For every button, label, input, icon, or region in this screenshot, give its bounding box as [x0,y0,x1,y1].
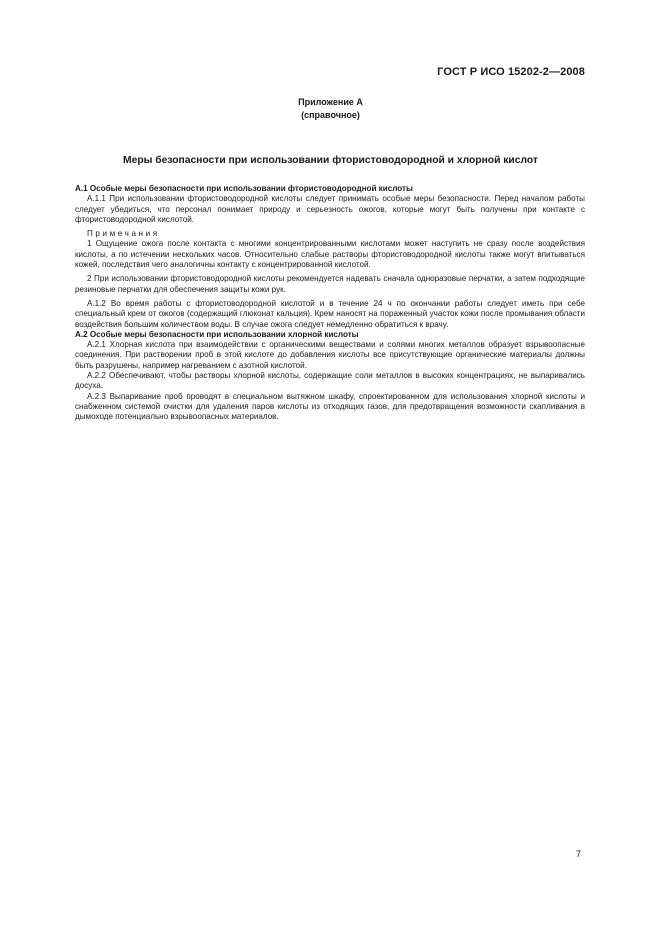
section-heading-a2: А.2 Особые меры безопасности при использовании хлорной кислоты [75,329,359,339]
paragraph-a2-1: А.2.1 Хлорная кислота при взаимодействии с органическими веществами и солями многих металлов образует взрывоопасные соединения. При растворении проб в этой кислоте до добавления кислоты все присутствующие органические материалы должны быть разрушены, например нагреванием с азотной кислотой. [75,340,585,370]
annex-header [0,96,661,122]
main-title: Меры безопасности при использовании фтористоводородной и хлорной кислот [123,155,538,166]
section-heading-a1: А.1 Особые меры безопасности при использовании фтористоводородной кислоты [75,184,413,193]
document-body [75,184,585,423]
paragraph-a2-2: А.2.2 Обеспечивают, чтобы растворы хлорной кислоты, содержащие соли металлов в высоких концентрациях, не выпаривались досуха. [75,371,585,391]
notes-label: Примечания [87,229,160,239]
annex-title: Приложение А [298,97,363,107]
note-2: 2 При использовании фтористоводородной кислоты рекомендуется надевать сначала одноразовые перчатки, а затем подходящие резиновые перчатки для обеспечения защиты кожи рук. [75,274,585,294]
document-code: ГОСТ Р ИСО 15202-2—2008 [437,66,585,78]
note-1: 1 Ощущение ожога после контакта с многими концентрированными кислотами может наступить не сразу после воздействия кислоты, а по истечении нескольких часов. Относительно слабые растворы фтористоводородной кислоты также могут впитываться кожей, последствия чего аналогичны контакту с концентрированной кислотой. [75,239,585,270]
paragraph-a1-2: А.1.2 Во время работы с фтористоводородной кислотой и в течение 24 ч по окончании работы следует иметь при себе специальный крем от ожогов (содержащий глюконат кальция). Крем наносят на пораженный участок кожи после промывания области воздействия большим количеством воды. В случае ожога следует немедленно обратиться к врачу. [75,298,585,329]
paragraph-a2-3: А.2.3 Выпаривание проб проводят в специальном вытяжном шкафу, спроектированном для использования хлорной кислоты и снабженном системой очистки для удаления паров кислоты из отходящих газов, для предотвращения возможности скапливания в дымоходе потенциально взрывоопасных материалов. [75,391,585,422]
page-number: 7 [575,849,581,859]
annex-subtitle: (справочное) [301,110,360,120]
paragraph-a1-1: А.1.1 При использовании фтористоводородной кислоты следует принимать особые меры безопасности. Перед началом работы следует убедиться, что персонал понимает природу и серьезность ожогов, которые могут быть получены при контакте с фтористоводородной кислотой. [75,194,585,224]
